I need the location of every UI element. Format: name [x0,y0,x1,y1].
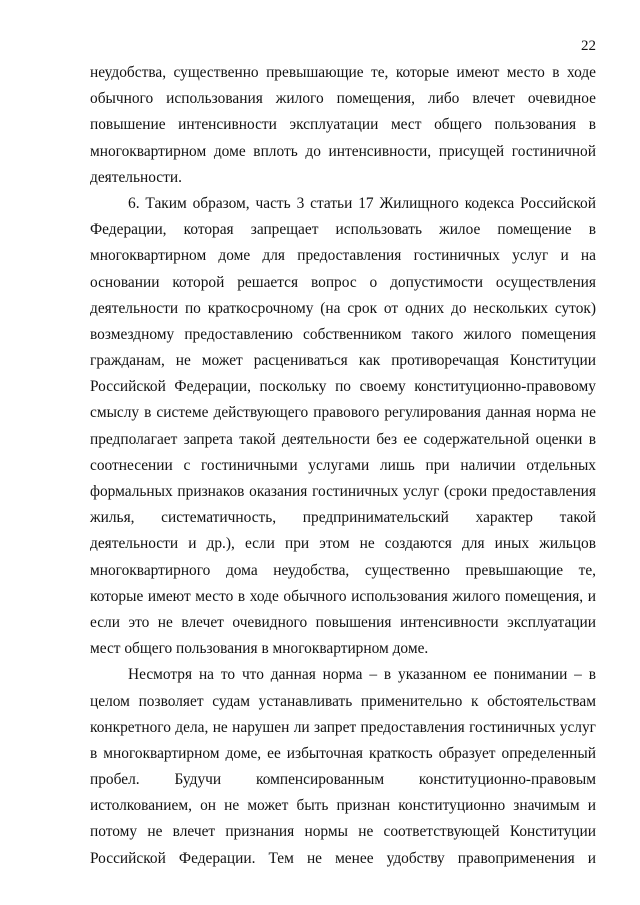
paragraph [90,662,596,872]
text-line: конкретного дела, не нарушен ли запрет предоставления гостиничных услуг [90,718,596,736]
text-line: Российской Федерации. Тем не менее удобству правоприменения и [90,849,596,867]
text-line: целом позволяет судам устанавливать применительно к обстоятельствам [90,692,596,710]
text-line: соотнесении с гостиничными услугами лишь при наличии отдельных [90,456,596,474]
text-line: Российской Федерации, поскольку по своему конституционно-правовому [90,378,596,396]
paragraph [90,60,596,191]
text-line: формальных признаков оказания гостиничных услуг (сроки предоставления [90,483,596,500]
text-line: Федерации, которая запрещает использовать жилое помещение в [90,221,596,239]
text-line: многоквартирном доме для предоставления гостиничных услуг и на [90,247,596,265]
text-line: 6. Таким образом, часть 3 статьи 17 Жилищного кодекса Российской [128,194,596,212]
text-line: пробел. Будучи компенсированным конституционно-правовым [90,771,596,789]
text-line: истолкованием, он не может быть признан конституционно значимым и [90,797,596,815]
document-body [90,60,596,872]
text-line: жилья, систематичность, предпринимательский характер такой [90,509,596,527]
text-line: потому не влечет признания нормы не соответствующей Конституции [90,823,596,841]
text-line: возмездному предоставлению собственником такого жилого помещения [90,325,596,343]
text-line: в многоквартирном доме, ее избыточная краткость образует определенный [90,744,596,762]
text-line: неудобства, существенно превышающие те, которые имеют место в ходе [90,64,596,81]
text-line: Несмотря на то что данная норма – в указанном ее понимании – в [128,666,596,684]
text-line: многоквартирного дома неудобства, существенно превышающие те, [90,561,596,579]
page-number: 22 [581,38,596,54]
text-line: смыслу в системе действующего правового регулирования данная норма не [90,404,596,422]
text-line: обычного использования жилого помещения, либо влечет очевидное [90,90,596,108]
text-line: основании которой решается вопрос о допустимости осуществления [90,273,596,291]
text-line: деятельности и др.), если при этом не создаются для иных жильцов [90,535,596,553]
text-line: мест общего пользования в многоквартирном доме. [90,640,429,658]
text-line: гражданам, не может расцениваться как противоречащая Конституции [90,352,596,370]
text-line: предполагает запрета такой деятельности без ее содержательной оценки в [90,430,596,448]
text-line: которые имеют место в ходе обычного использования жилого помещения, и [90,587,596,605]
paragraph [90,191,596,662]
text-line: повышение интенсивности эксплуатации мест общего пользования в [90,116,596,134]
text-line: многоквартирном доме вплоть до интенсивности, присущей гостиничной [90,142,596,160]
text-line: деятельности по краткосрочному (на срок от одних до нескольких суток) [90,299,596,317]
text-line: если это не влечет очевидного повышения интенсивности эксплуатации [90,613,596,631]
text-line: деятельности. [90,168,182,186]
